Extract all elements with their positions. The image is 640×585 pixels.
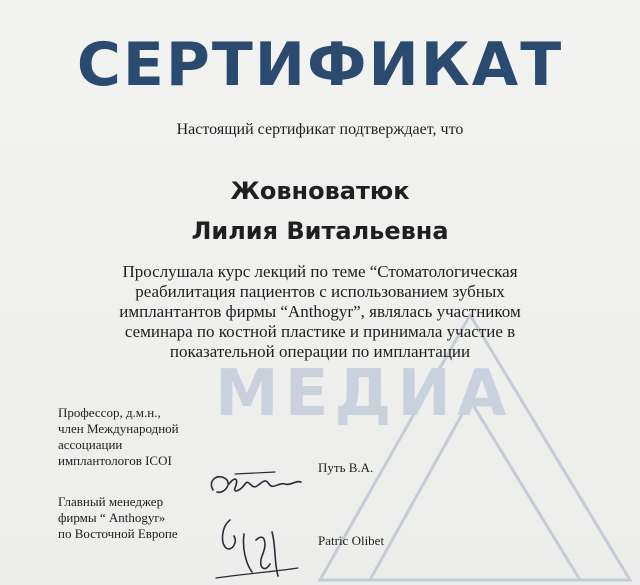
body-line: показательной операции по имплантации <box>169 342 471 361</box>
body-line: имплантантов фирмы “Anthogyr”, являлась участником <box>119 302 521 321</box>
body-line: реабилитация пациентов с использованием зубных <box>135 282 505 301</box>
signatory-title-line: Главный менеджер <box>58 494 164 509</box>
body-line: Прослушала курс лекций по теме “Стоматологическая <box>122 262 518 281</box>
signatory-1-name: Путь В.А. <box>318 460 374 475</box>
certificate-body <box>70 262 570 362</box>
signatory-title-line: имплантологов ICOI <box>58 453 172 468</box>
certificate-title: СЕРТИФИКАТ <box>76 30 564 100</box>
signatory-title-line: ассоциации <box>58 437 123 452</box>
signatory-2-title <box>58 494 178 542</box>
certificate-subtitle: Настоящий сертификат подтверждает, что <box>176 121 464 138</box>
body-line: семинара по костной пластике и принимала участие в <box>124 322 516 341</box>
signatory-2-name: Patric Olibet <box>318 533 385 548</box>
signature-2 <box>212 512 302 582</box>
watermark-triangle-inner <box>370 400 580 580</box>
signature-1 <box>205 468 305 508</box>
signatory-title-line: Профессор, д.м.н., <box>58 405 161 420</box>
signatory-title-line: фирмы “ Anthogyr» <box>58 510 166 525</box>
recipient-given-name: Лилия Витальевна <box>191 217 449 245</box>
signatory-1-title <box>58 405 179 469</box>
signatory-title-line: по Восточной Европе <box>58 526 178 541</box>
watermark-text: МЕДИА <box>215 357 513 431</box>
signatory-title-line: член Международной <box>58 421 179 436</box>
recipient-surname: Жовноватюк <box>230 177 410 205</box>
